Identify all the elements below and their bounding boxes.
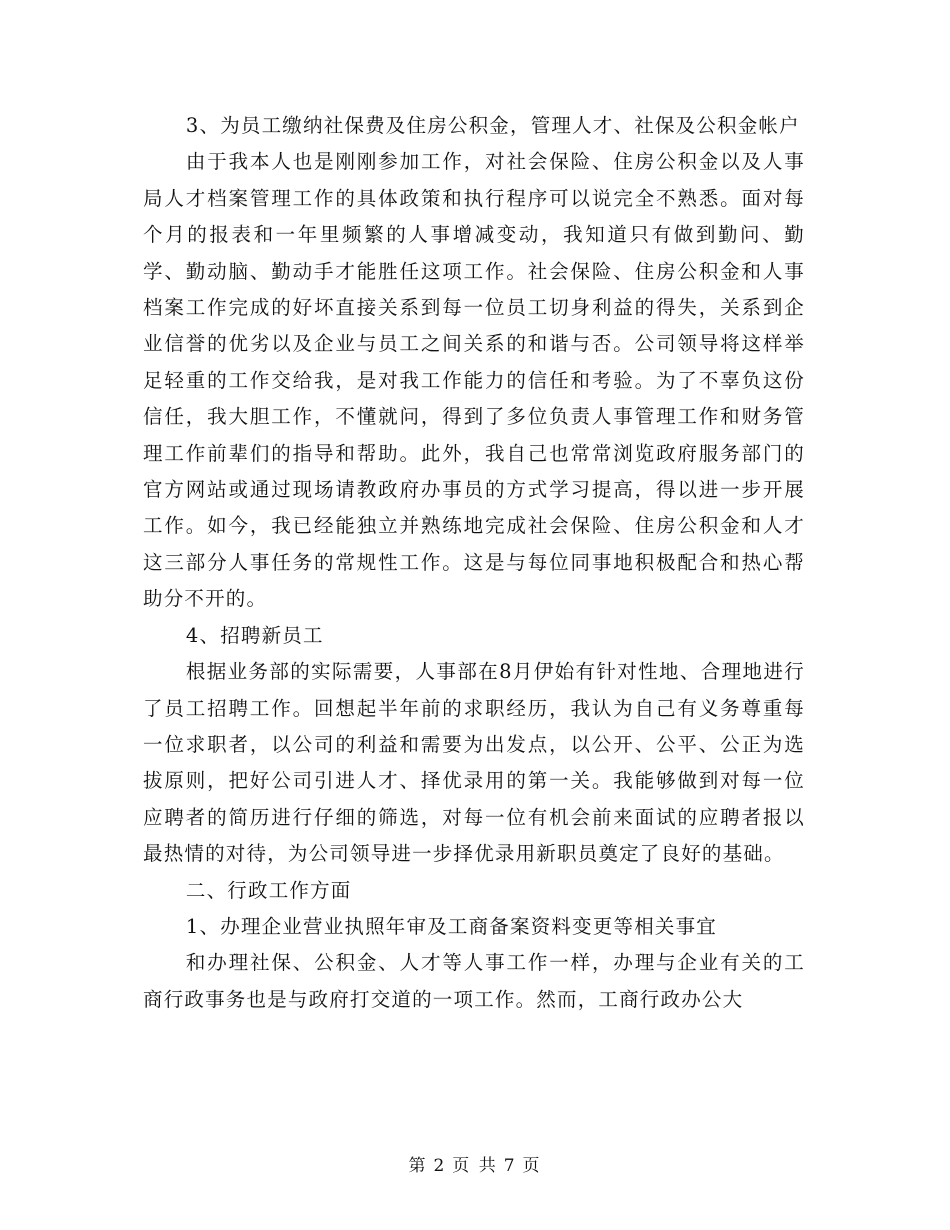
page-footer (0, 1151, 950, 1176)
document-body (143, 108, 805, 1018)
footer-suffix: 页 (522, 1156, 542, 1176)
paragraph-recruitment: 根据业务部的实际需要，人事部在8月伊始有针对性地、合理地进行了员工招聘工作。回想起半年前的求职经历，我认为自己有义务尊重每一位求职者，以公司的利益和需要为出发点，以公开、公平、公正为选拔原则，把好公司引进人才、择优录用的第一关。我能够做到对每一位应聘者的简历进行仔细的筛选，对每一位有机会前来面试的应聘者报以最热情的对待，为公司领导进一步择优录用新职员奠定了良好的基础。 (143, 660, 805, 866)
footer-total-pages: 7 (503, 1156, 517, 1176)
paragraph-social-insurance: 由于我本人也是刚刚参加工作，对社会保险、住房公积金以及人事局人才档案管理工作的具体政策和执行程序可以说完全不熟悉。面对每个月的报表和一年里频繁的人事增减变动，我知道只有做到勤问、勤学、勤动脑、勤动手才能胜任这项工作。社会保险、住房公积金和人事档案工作完成的好坏直接关系到每一位员工切身利益的得失，关系到企业信誉的优劣以及企业与员工之间关系的和谐与否。公司领导将这样举足轻重的工作交给我，是对我工作能力的信任和考验。为了不辜负这份信任，我大胆工作，不懂就问，得到了多位负责人事管理工作和财务管理工作前辈们的指导和帮助。此外，我自己也常常浏览政府服务部门的官方网站或通过现场请教政府办事员的方式学习提高，得以进一步开展工作。如今，我已经能独立并熟练地完成社会保险、住房公积金和人才这三部分人事任务的常规性工作。这是与每位同事地积极配合和热心帮助分不开的。 (143, 150, 805, 611)
heading-business-license: 1、办理企业营业执照年审及工商备案资料变更等相关事宜 (185, 914, 717, 938)
heading-admin-work: 二、行政工作方面 (185, 878, 352, 902)
footer-prefix: 第 (408, 1156, 428, 1176)
paragraph-business-license: 和办理社保、公积金、人才等人事工作一样，办理与企业有关的工商行政事务也是与政府打交道的一项工作。然而，工商行政办公大 (143, 951, 805, 1011)
footer-middle: 页 共 (452, 1156, 498, 1176)
footer-current-page: 2 (433, 1156, 447, 1176)
heading-social-insurance: 3、为员工缴纳社保费及住房公积金，管理人才、社保及公积金帐户 (185, 114, 800, 137)
heading-recruitment: 4、招聘新员工 (185, 623, 324, 647)
